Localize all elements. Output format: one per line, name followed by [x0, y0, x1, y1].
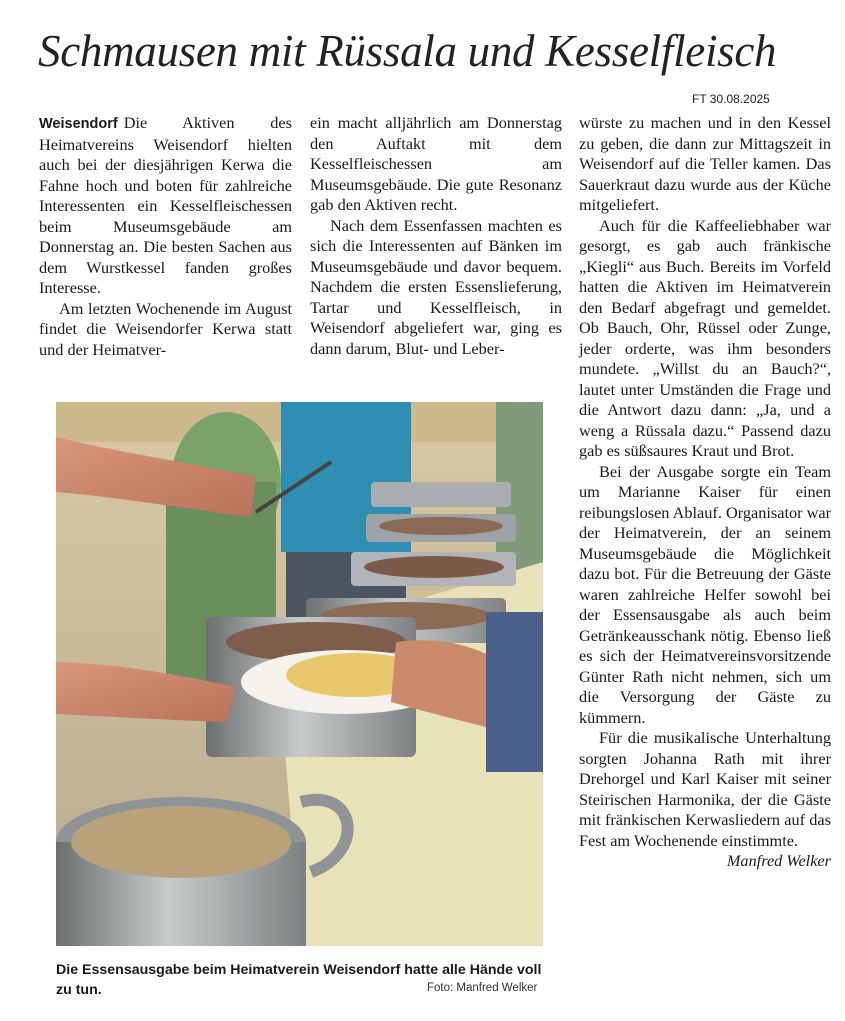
source-date: FT 30.08.2025: [692, 92, 770, 106]
paragraph-text: Für die musikalische Unterhaltung sorgten Johanna Rath mit ihrer Drehorgel und Karl Kaiser mit seiner Steirischen Harmonika, der die Gäste mit fränkischen Kerwasliedern auf das Fest am Wochenende einstimmte.: [579, 728, 831, 850]
author-byline: Manfred Welker: [726, 851, 831, 870]
text-column-2: [310, 113, 562, 359]
paragraph: Bei der Ausgabe sorgte ein Team um Marianne Kaiser für einen reibungslosen Ablauf. Organisator war der Heimatverein, der an seinem Museumsgebäude die Möglichkeit dazu bot. Für die Betreuung der Gäste waren zahlreiche Helfer sowohl bei der Essensausgabe als auch beim Getränkeausschank nötig. Ebenso ließ es sich der Heimatvereinsvorsitzende Günter Rath nicht nehmen, sich um die Versorgung der Gäste zu kümmern.: [579, 461, 832, 727]
paragraph: [39, 113, 292, 299]
paragraph: würste zu machen und in den Kessel zu geben, die dann zur Mittagszeit in Weisendorf auf die Teller kamen. Das Sauerkraut dazu wurde aus der Küche mitgeliefert.: [579, 113, 831, 214]
article-photo: [56, 402, 543, 946]
paragraph: Nach dem Essenfassen machten es sich die Interessenten auf Bänken im Museumsgebäude und davor bequem. Nachdem die ersten Essenslieferung, Tartar und Kesselfleisch, in Weisendorf abgeliefert war, ging es dann darum, Blut- und Leber-: [310, 215, 562, 358]
paragraph-text: Die Aktiven des Heimatvereins Weisendorf hielten auch bei der diesjährigen Kerwa die Fahne hoch und boten für zahlreiche Interessenten ein Kesselfleischessen beim Museumsgebäude am Donnerstag an. Die besten Sachen aus dem Wurstkessel fanden großes Interesse.: [39, 113, 292, 297]
paragraph: ein macht alljährlich am Donnerstag den Auftakt mit dem Kesselfleischessen am Museumsgebäude. Die gute Resonanz gab den Aktiven recht.: [310, 113, 562, 214]
photo-credit: Foto: Manfred Welker: [427, 982, 538, 994]
paragraph: Am letzten Wochenende im August findet die Weisendorfer Kerwa statt und der Heimatver-: [39, 298, 292, 359]
photo-caption: Die Essensausgabe beim Heimatverein Weisendorf hatte alle Hände voll zu tun.: [56, 962, 542, 998]
text-column-3: [579, 113, 831, 872]
paragraph: Auch für die Kaffeeliebhaber war gesorgt, es gab auch fränkische „Kiegli“ aus Buch. Bereits im Vorfeld hatten die Aktiven im Heimatverein den Bedarf abgefragt und gemeldet. Ob Bauch, Ohr, Rüssel oder Zunge, jeder orderte, was ihm besonders mundete. „Willst du an Bauch?“, lautet unter Umständen die Frage und die Antwort dazu dann: „Ja, und a weng a Rüssala dazu.“ Passend dazu gab es süßsaures Kraut und Brot.: [579, 215, 831, 460]
dateline: Weisendorf: [39, 116, 118, 132]
text-column-1: [39, 113, 292, 360]
headline: Schmausen mit Rüssala und Kesselfleisch: [38, 26, 777, 76]
food-serving-illustration: [56, 402, 543, 946]
paragraph: [579, 728, 831, 870]
